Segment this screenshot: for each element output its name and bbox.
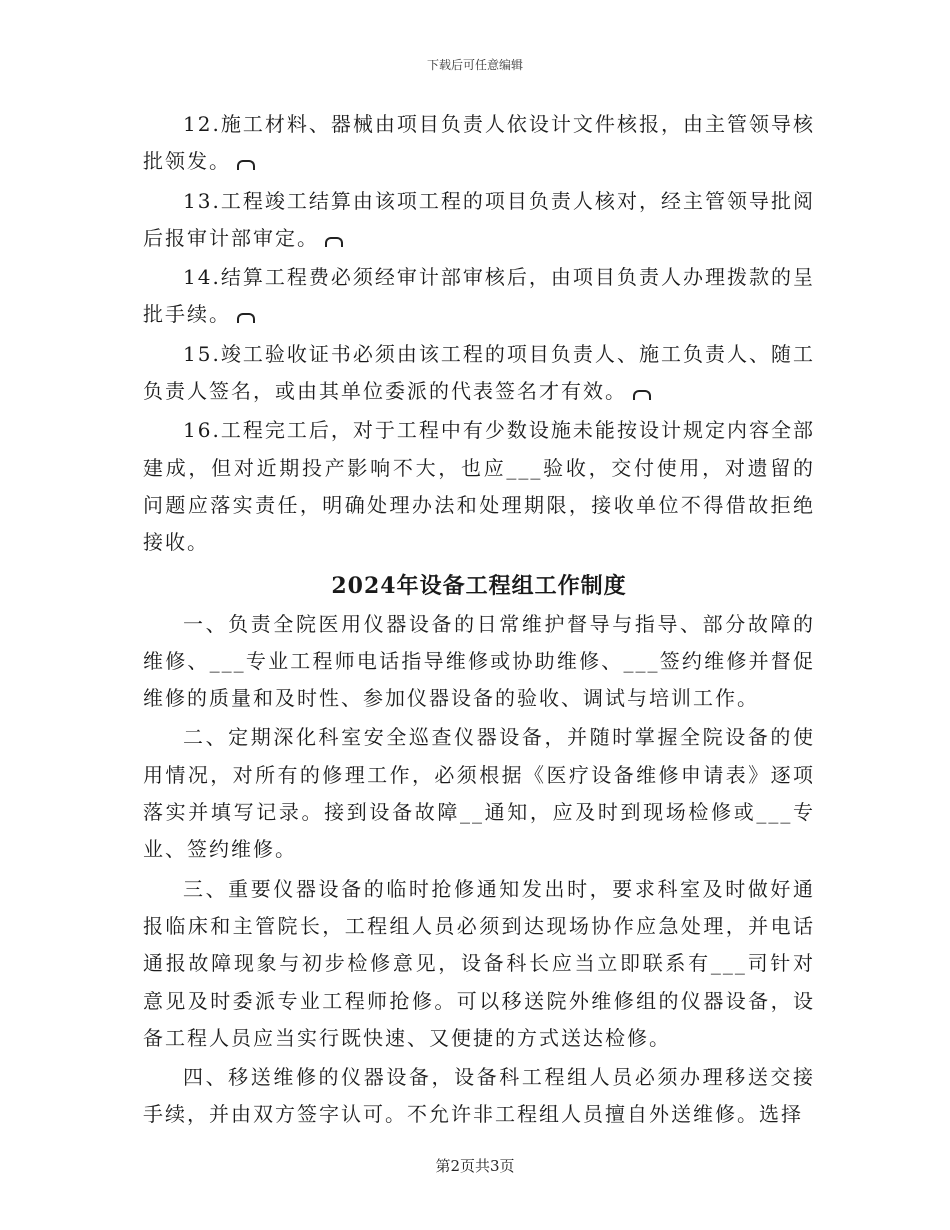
paragraph-rule-4: 四、移送维修的仪器设备，设备科工程组人员必须办理移送交接手续，并由双方签字认可。不允许非工程组人员擅自外送维修。选择 [143, 1065, 815, 1127]
return-mark-icon [237, 313, 255, 323]
page-number: 第2页共3页 [435, 1157, 515, 1175]
section-title: 2024年设备工程组工作制度 [331, 572, 627, 599]
paragraph-item-16: 16.工程完工后，对于工程中有少数设施未能按设计规定内容全部建成，但对近期投产影响不大，也应___验收，交付使用，对遗留的问题应落实责任，明确处理办法和处理期限，接收单位不得借故拒绝接收。 [143, 418, 815, 555]
paragraph-item-13: 13.工程竣工结算由该项工程的项目负责人核对，经主管领导批阅后报审计部审定。 [143, 188, 815, 250]
document-body [143, 106, 815, 1136]
page-header-note: 下载后可任意编辑 [426, 58, 523, 72]
paragraph-item-15: 15.竣工验收证书必须由该工程的项目负责人、施工负责人、随工负责人签名，或由其单位委派的代表签名才有效。 [143, 341, 815, 404]
paragraph-item-14: 14.结算工程费必须经审计部审核后，由项目负责人办理拨款的呈批手续。 [143, 265, 815, 327]
return-mark-icon [325, 237, 343, 247]
paragraph-item-12: 12.施工材料、器械由项目负责人依设计文件核报，由主管领导核批领发。 [143, 112, 815, 174]
return-mark-icon [237, 160, 255, 170]
return-mark-icon [633, 390, 651, 400]
paragraph-rule-2: 二、定期深化科室安全巡查仪器设备，并随时掌握全院设备的使用情况，对所有的修理工作，必须根据《医疗设备维修申请表》逐项落实并填写记录。接到设备故障__通知，应及时到现场检修或___专业、签约维修。 [143, 725, 815, 862]
paragraph-rule-3: 三、重要仪器设备的临时抢修通知发出时，要求科室及时做好通报临床和主管院长，工程组人员必须到达现场协作应急处理，并电话通报故障现象与初步检修意见，设备科长应当立即联系有___司针对意见及时委派专业工程师抢修。可以移送院外维修组的仪器设备，设备工程人员应当实行既快速、又便捷的方式送达检修。 [143, 876, 815, 1050]
paragraph-rule-1: 一、负责全院医用仪器设备的日常维护督导与指导、部分故障的维修、___专业工程师电话指导维修或协助维修、___签约维修并督促维修的质量和及时性、参加仪器设备的验收、调试与培训工作。 [143, 611, 815, 711]
